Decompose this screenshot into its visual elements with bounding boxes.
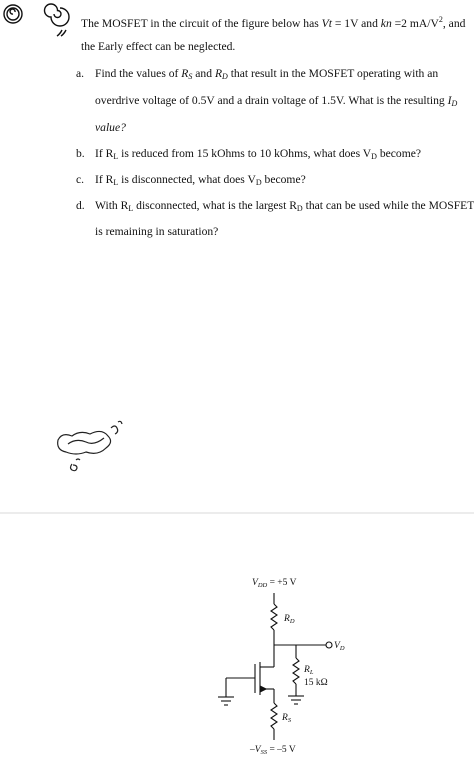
rd-symbol: R (284, 614, 290, 624)
id-subscript: D (451, 99, 458, 108)
vss-subscript: SS (260, 749, 268, 756)
vdd-value: = +5 V (267, 578, 297, 588)
subscript: D (255, 178, 262, 187)
part-c-text-segment: become? (261, 173, 306, 186)
problem-intro-line2: the Early effect can be neglected. (81, 40, 236, 53)
kn-symbol: kn (380, 17, 392, 30)
part-a-line3: value? (95, 121, 126, 134)
rl-ground-icon (288, 696, 304, 704)
rs-subscript: S (287, 717, 292, 724)
rl-symbol: R (304, 665, 310, 675)
rs-subscript: S (188, 72, 193, 81)
part-a-line2 (95, 94, 457, 111)
part-a-text: Find the values of (95, 67, 182, 80)
vss-label (249, 745, 296, 756)
intro-text: =2 mA/V (391, 17, 439, 30)
subscript: L (128, 204, 134, 213)
exponent: 2 (438, 15, 443, 24)
part-c-text (95, 173, 306, 190)
spiral-doodle-icon (45, 4, 69, 36)
part-d-text-segment: With R (95, 199, 129, 212)
rs-symbol: R (282, 713, 288, 723)
part-d-line2: is remaining in saturation? (95, 225, 219, 238)
margin-doodles (0, 0, 80, 60)
part-d-marker: d. (76, 199, 85, 212)
subscript: D (371, 152, 377, 161)
rd-subscript: D (222, 72, 228, 81)
problem-intro-line1 (81, 13, 465, 31)
rs-symbol: R (181, 67, 189, 80)
spiral-doodle-icon (4, 5, 22, 23)
rd-symbol: R (214, 67, 223, 80)
vd-label (334, 641, 345, 652)
vss-value: = –5 V (267, 745, 296, 755)
subscript: L (113, 178, 119, 187)
rl-value: 15 kΩ (304, 678, 328, 688)
rd-label (283, 614, 295, 625)
intro-text: The MOSFET in the circuit of the figure below has (81, 17, 322, 30)
mosfet-transistor-icon (255, 662, 274, 695)
gate-ground-icon (218, 697, 234, 705)
part-c-marker: c. (76, 173, 85, 186)
rl-label (303, 665, 314, 676)
part-b-marker: b. (76, 147, 85, 160)
subscript: D (296, 204, 303, 213)
subscript: L (113, 152, 119, 161)
vss-symbol: –V (250, 745, 261, 755)
intro-text: = 1V and (331, 17, 381, 30)
part-c-text-segment: is disconnected, what does V (118, 173, 256, 186)
part-b-text-segment: become? (376, 147, 422, 160)
rd-subscript: D (289, 618, 295, 625)
part-a-marker: a. (76, 67, 85, 80)
handwritten-scribble (52, 418, 132, 478)
part-a-line1 (95, 67, 438, 84)
part-b-text (95, 147, 421, 164)
part-a-text: and (192, 67, 215, 80)
vd-terminal-icon (326, 642, 332, 648)
part-a-text: overdrive voltage of 0.5V and a drain voltage of 1.5V. What is the resulting (95, 94, 448, 107)
rs-label (281, 713, 292, 724)
part-a-text: that result in the MOSFET operating with an (227, 67, 439, 80)
vdd-symbol: V (252, 578, 258, 588)
part-d-text-segment: disconnected, what is the largest R (133, 199, 297, 212)
mosfet-circuit-figure (200, 560, 380, 760)
intro-text: , and (442, 17, 466, 30)
part-c-text-segment: If R (95, 173, 114, 186)
vt-symbol: Vt (321, 17, 332, 30)
vdd-label (252, 578, 297, 589)
section-divider (0, 512, 474, 514)
id-symbol: I (447, 94, 452, 107)
part-b-text-segment: is reduced from 15 kOhms to 10 kOhms, what does V (118, 147, 372, 160)
rd-resistor-icon (271, 604, 277, 630)
vd-subscript: D (339, 645, 345, 652)
rl-subscript: L (309, 669, 314, 676)
part-d-line1 (95, 199, 474, 216)
rl-resistor-icon (293, 658, 299, 684)
vd-symbol: V (334, 641, 340, 651)
rs-resistor-icon (271, 703, 277, 729)
vdd-subscript: DD (257, 582, 268, 589)
part-d-text-segment: that can be used while the MOSFET (302, 199, 474, 212)
part-b-text-segment: If R (95, 147, 114, 160)
